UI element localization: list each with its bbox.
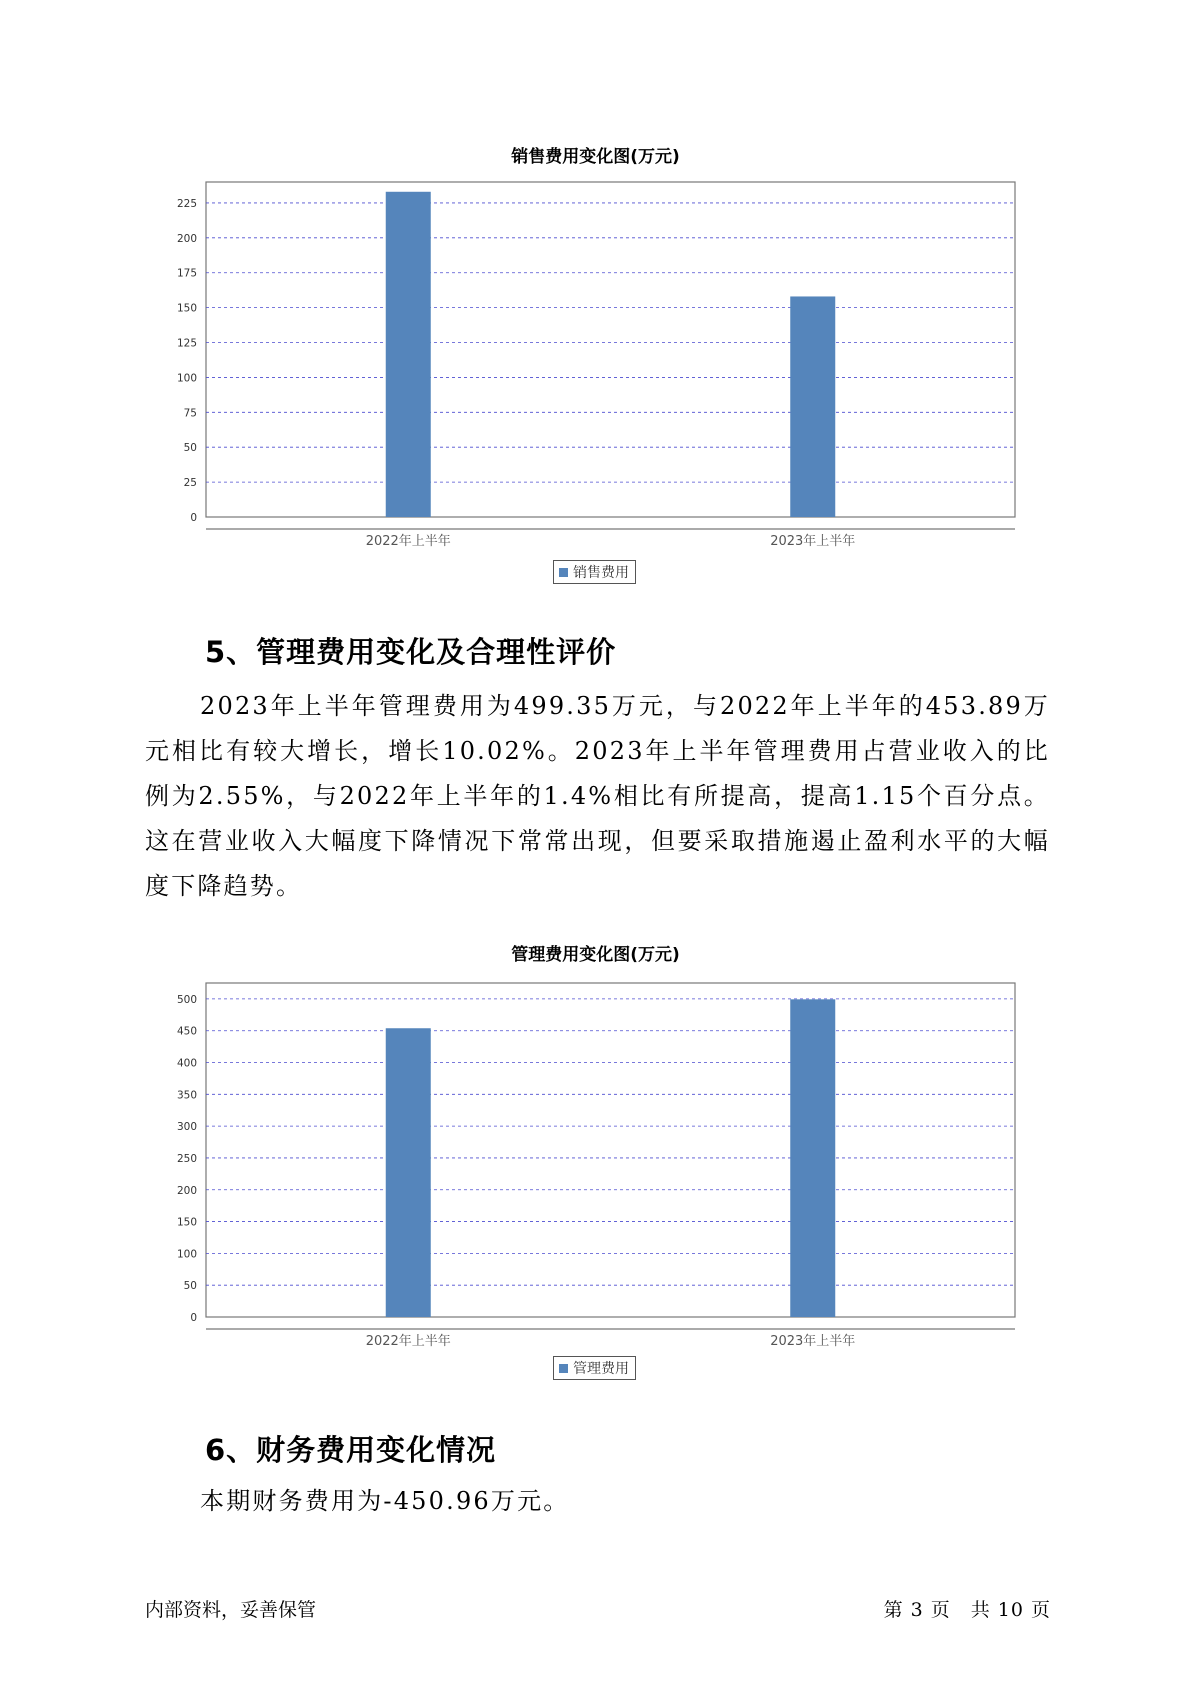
- y-tick-label: 250: [176, 1152, 197, 1165]
- section-5-heading: 5、管理费用变化及合理性评价: [205, 635, 617, 669]
- sales-expense-chart-title: 销售费用变化图(万元): [511, 147, 680, 167]
- y-tick-label: 100: [176, 1248, 197, 1261]
- y-tick-label: 200: [176, 232, 197, 245]
- y-tick-label: 175: [176, 267, 197, 280]
- section-6-paragraph: 本期财务费用为-450.96万元。: [200, 1487, 570, 1515]
- admin-expense-chart-title: 管理费用变化图(万元): [511, 945, 680, 965]
- y-tick-label: 400: [176, 1057, 197, 1070]
- y-tick-label: 0: [190, 1312, 197, 1324]
- y-tick-label: 50: [183, 1280, 197, 1293]
- y-tick-label: 500: [176, 993, 197, 1006]
- x-tick-label: 2022年上半年: [365, 534, 451, 549]
- legend-label-sales: 销售费用: [573, 565, 629, 581]
- y-tick-label: 350: [176, 1089, 197, 1102]
- y-tick-label: 50: [183, 442, 197, 455]
- bar: [386, 1028, 431, 1317]
- y-tick-label: 100: [176, 372, 197, 385]
- section-5-paragraph: 2023年上半年管理费用为499.35万元，与2022年上半年的453.89万元相比有较大增长，增长10.02%。2023年上半年管理费用占营业收入的比例为2.55%，与2022年上半年的1.4%相比有所提高，提高1.15个百分点。这在营业收入大幅度下降情况下常常出现，但要采取措施遏止盈利水平的大幅度下降趋势。: [145, 692, 1050, 900]
- y-tick-label: 0: [190, 512, 197, 524]
- y-tick-label: 450: [176, 1025, 197, 1038]
- y-tick-label: 125: [176, 337, 197, 350]
- x-tick-label: 2022年上半年: [365, 1334, 451, 1349]
- section-6-heading: 6、财务费用变化情况: [205, 1433, 497, 1467]
- admin-expense-legend: [553, 1356, 636, 1380]
- y-tick-label: 75: [183, 407, 197, 420]
- plot-area: [206, 983, 1015, 1317]
- footer-confidential-note: 内部资料，妥善保管: [145, 1599, 317, 1621]
- legend-swatch-admin: [559, 1364, 568, 1373]
- legend-label-admin: 管理费用: [573, 1361, 629, 1377]
- y-tick-label: 225: [176, 197, 197, 210]
- x-tick-label: 2023年上半年: [770, 534, 856, 549]
- bar: [790, 999, 835, 1317]
- y-tick-label: 200: [176, 1184, 197, 1197]
- y-tick-label: 150: [176, 1216, 197, 1229]
- x-tick-label: 2023年上半年: [770, 1334, 856, 1349]
- y-tick-label: 25: [183, 477, 197, 490]
- y-tick-label: 300: [176, 1121, 197, 1134]
- y-tick-label: 150: [176, 302, 197, 315]
- footer-page-number: 第 3 页 共 10 页: [883, 1599, 1051, 1621]
